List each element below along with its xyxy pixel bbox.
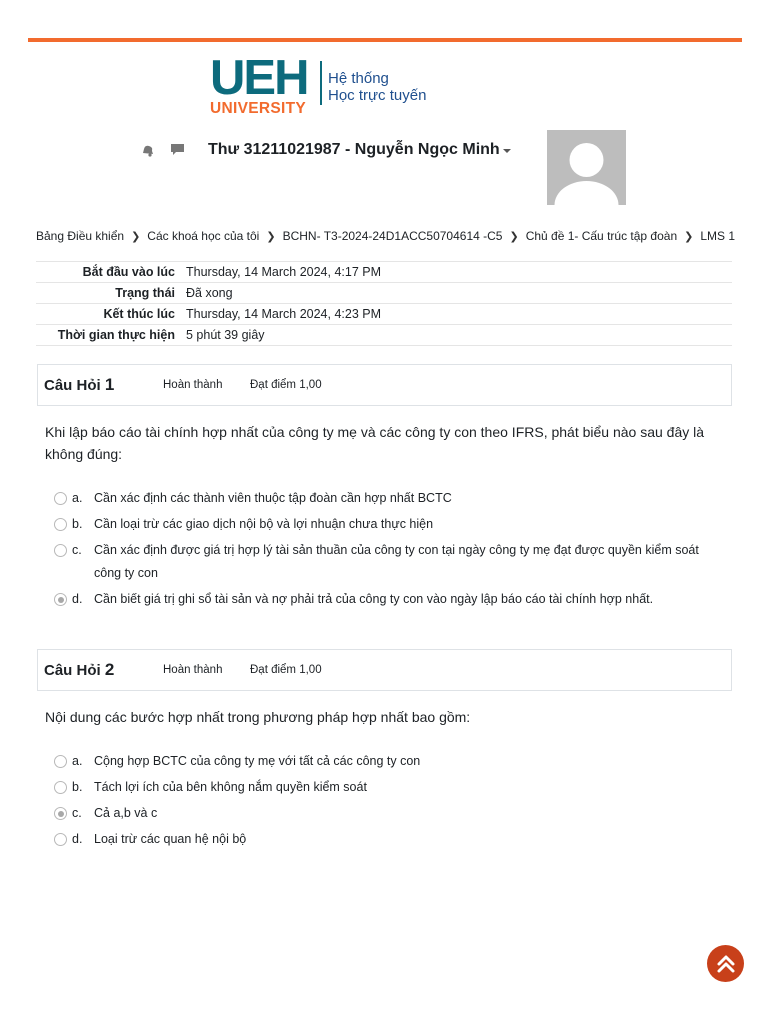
- answer-text: Cả a,b và c: [94, 806, 158, 820]
- answer-text: Cộng hợp BCTC của công ty mẹ với tất cả các công ty con: [94, 754, 421, 768]
- answer-option[interactable]: [54, 750, 714, 773]
- answer-letter: b.: [72, 780, 83, 794]
- breadcrumb-quiz[interactable]: LMS 1: [700, 229, 736, 243]
- top-accent-rule: [28, 38, 742, 42]
- question-label: Câu Hỏi: [44, 377, 101, 394]
- summary-value: Thursday, 14 March 2024, 4:17 PM: [182, 262, 732, 283]
- logo-system-line1: Hệ thống: [328, 70, 389, 87]
- breadcrumb-dashboard[interactable]: Bảng Điều khiển: [36, 229, 125, 243]
- radio-button[interactable]: [54, 518, 67, 531]
- summary-row: [36, 262, 732, 283]
- chevron-right-icon: ❯: [131, 230, 141, 243]
- summary-row: [36, 283, 732, 304]
- summary-label: Trạng thái: [36, 283, 182, 304]
- answer-text: Loại trừ các quan hệ nội bộ: [94, 832, 247, 846]
- answer-text: Cần loại trừ các giao dịch nội bộ và lợi nhuận chưa thực hiện: [94, 517, 434, 531]
- radio-button[interactable]: [54, 544, 67, 557]
- question-label: Câu Hỏi: [44, 662, 101, 679]
- chevron-right-icon: ❯: [509, 230, 519, 243]
- question-1-info: [37, 364, 732, 406]
- question-state: Hoàn thành: [163, 664, 223, 676]
- question-state: Hoàn thành: [163, 379, 223, 391]
- logo-system-line2: Học trực tuyến: [328, 87, 427, 104]
- bell-icon[interactable]: [140, 142, 156, 158]
- question-number: [44, 660, 114, 680]
- scroll-to-top-button[interactable]: [707, 945, 744, 982]
- answer-option-selected[interactable]: [54, 802, 714, 825]
- question-grade: Đạt điểm 1,00: [250, 664, 322, 676]
- ueh-logo[interactable]: [208, 51, 448, 120]
- radio-button-checked[interactable]: [54, 807, 67, 820]
- answer-letter: d.: [72, 592, 83, 606]
- breadcrumb-course[interactable]: BCHN- T3-2024-24D1ACC50704614 -C5: [282, 229, 503, 243]
- caret-down-icon[interactable]: [503, 149, 511, 153]
- answer-letter: c.: [72, 543, 82, 557]
- answer-letter: b.: [72, 517, 83, 531]
- answer-letter: a.: [72, 754, 83, 768]
- answer-letter: c.: [72, 806, 82, 820]
- question-number: [44, 375, 114, 395]
- logo-divider: [320, 61, 322, 105]
- summary-value: 5 phút 39 giây: [182, 325, 732, 346]
- question-1-text: Khi lập báo cáo tài chính hợp nhất của công ty mẹ và các công ty con theo IFRS, phát biểu nào sau đây là không đúng:: [45, 424, 705, 462]
- question-1-answers: [54, 487, 714, 614]
- attempt-summary-table: [36, 261, 732, 346]
- question-2-text: Nội dung các bước hợp nhất trong phương pháp hợp nhất bao gồm:: [45, 709, 471, 725]
- summary-value: Đã xong: [182, 283, 732, 304]
- radio-button[interactable]: [54, 755, 67, 768]
- summary-row: [36, 304, 732, 325]
- question-number-value: 1: [104, 375, 115, 394]
- question-2-answers: [54, 750, 714, 854]
- logo-ueh-text: UEH: [210, 51, 308, 105]
- radio-button[interactable]: [54, 833, 67, 846]
- answer-option[interactable]: [54, 539, 714, 585]
- user-menu-name[interactable]: Thư 31211021987 - Nguyễn Ngọc Minh: [208, 141, 500, 158]
- answer-option[interactable]: [54, 828, 714, 851]
- answer-text: Cần biết giá trị ghi sổ tài sản và nợ phải trả của công ty con vào ngày lập báo cáo tài chính hợp nhất.: [94, 592, 654, 606]
- chevron-right-icon: ❯: [266, 230, 276, 243]
- user-navbar: [140, 136, 511, 164]
- answer-option[interactable]: [54, 513, 714, 536]
- question-2-info: [37, 649, 732, 691]
- radio-button[interactable]: [54, 781, 67, 794]
- answer-option[interactable]: [54, 776, 714, 799]
- breadcrumb: [36, 229, 735, 243]
- answer-letter: d.: [72, 832, 83, 846]
- answer-option[interactable]: [54, 487, 714, 510]
- question-number-value: 2: [104, 660, 115, 679]
- double-chevron-up-icon: [715, 953, 737, 975]
- breadcrumb-my-courses[interactable]: Các khoá học của tôi: [147, 229, 260, 243]
- summary-value: Thursday, 14 March 2024, 4:23 PM: [182, 304, 732, 325]
- breadcrumb-topic[interactable]: Chủ đề 1- Cấu trúc tập đoàn: [525, 229, 678, 243]
- summary-label: Thời gian thực hiện: [36, 325, 182, 346]
- chat-icon[interactable]: [169, 142, 185, 158]
- summary-label: Bắt đầu vào lúc: [36, 262, 182, 283]
- radio-button[interactable]: [54, 492, 67, 505]
- chevron-right-icon: ❯: [684, 230, 694, 243]
- avatar[interactable]: [547, 130, 626, 205]
- answer-option-selected[interactable]: [54, 588, 714, 611]
- summary-label: Kết thúc lúc: [36, 304, 182, 325]
- answer-text: Cần xác định các thành viên thuộc tập đoàn cần hợp nhất BCTC: [94, 491, 452, 505]
- answer-text: Tách lợi ích của bên không nắm quyền kiểm soát: [94, 780, 367, 794]
- answer-text: Cần xác định được giá trị hợp lý tài sản thuần của công ty con tại ngày công ty mẹ đạt được quyền kiểm soát công ty con: [94, 543, 699, 580]
- question-grade: Đạt điểm 1,00: [250, 379, 322, 391]
- summary-row: [36, 325, 732, 346]
- answer-letter: a.: [72, 491, 83, 505]
- logo-university-text: UNIVERSITY: [210, 100, 307, 117]
- radio-button-checked[interactable]: [54, 593, 67, 606]
